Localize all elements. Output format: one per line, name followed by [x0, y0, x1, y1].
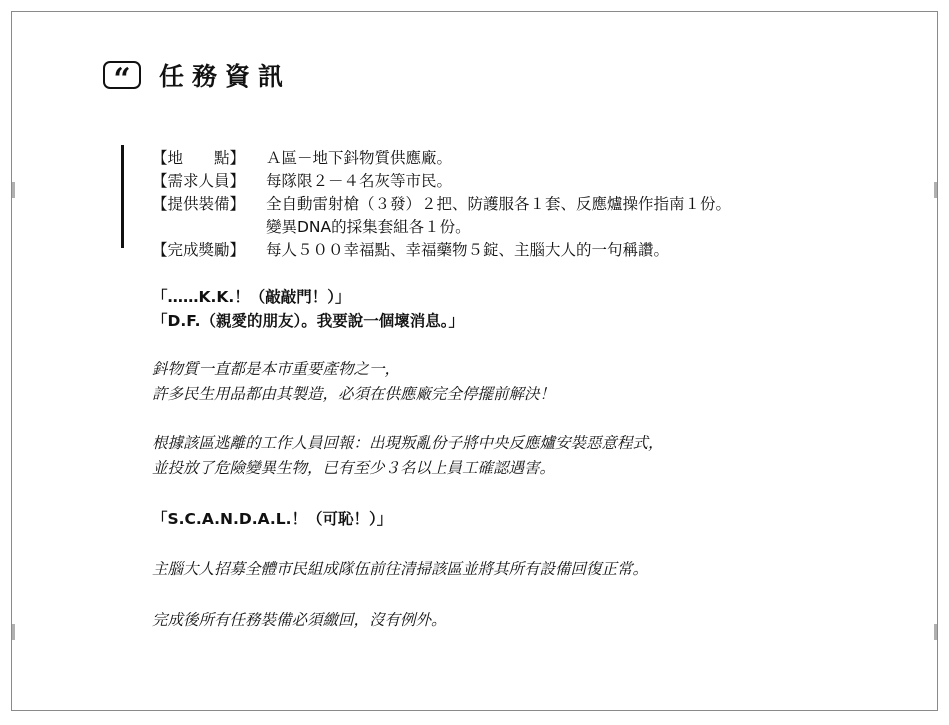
info-value: 每隊限２－４名灰等市民。: [266, 172, 453, 190]
page-title: 任務資訊: [159, 62, 292, 91]
briefing-paragraph-line: 完成後所有任務裝備必須繳回，沒有例外。: [152, 611, 447, 629]
info-label: 【完成獎勵】: [152, 241, 246, 259]
section-header: [103, 59, 292, 97]
info-value: Ａ區－地下鈄物質供應廠。: [266, 149, 453, 167]
page-edge-marker: [12, 624, 15, 640]
info-value-continuation: 變異DNA的採集套組各１份。: [266, 218, 471, 236]
info-accent-bar: [121, 145, 124, 248]
mission-content: [152, 147, 892, 633]
info-label: 【需求人員】: [152, 172, 246, 190]
briefing-paragraph-line: 許多民生用品都由其製造，必須在供應廠完全停擺前解決！: [152, 385, 556, 403]
info-row-equipment: [152, 193, 892, 216]
info-value: 全自動雷射槍（３發）２把、防護服各１套、反應爐操作指南１份。: [266, 195, 732, 213]
page-edge-marker: [934, 624, 937, 640]
quote-icon: [103, 61, 141, 97]
info-row-personnel: [152, 170, 892, 193]
info-label: 【地 點】: [152, 149, 246, 167]
briefing-paragraph-line: 主腦大人招募全體市民組成隊伍前往清掃該區並將其所有設備回復正常。: [152, 560, 649, 578]
info-label: 【提供裝備】: [152, 195, 246, 213]
briefing-paragraph-line: 鈄物質一直都是本市重要產物之一，: [152, 360, 401, 378]
dialogue-line: 「S.C.A.N.D.A.L.！（可恥！）」: [152, 510, 393, 528]
dialogue-line: 「……K.K.！（敲敲門！）」: [152, 288, 351, 306]
quote-glyph: “: [113, 62, 131, 97]
info-row-reward: [152, 239, 892, 262]
page-edge-marker: [934, 182, 937, 198]
info-value: 每人５００幸福點、幸福藥物５錠、主腦大人的一句稱讚。: [266, 241, 670, 259]
dialogue-line: 「D.F.（親愛的朋友）。我要說一個壞消息。」: [152, 312, 464, 330]
page-edge-marker: [12, 182, 15, 198]
briefing-paragraph-line: 根據該區逃離的工作人員回報：出現叛亂份子將中央反應爐安裝惡意程式，: [152, 434, 664, 452]
briefing-paragraph-line: 並投放了危險變異生物，已有至少３名以上員工確認遇害。: [152, 459, 556, 477]
info-row-location: [152, 147, 892, 170]
